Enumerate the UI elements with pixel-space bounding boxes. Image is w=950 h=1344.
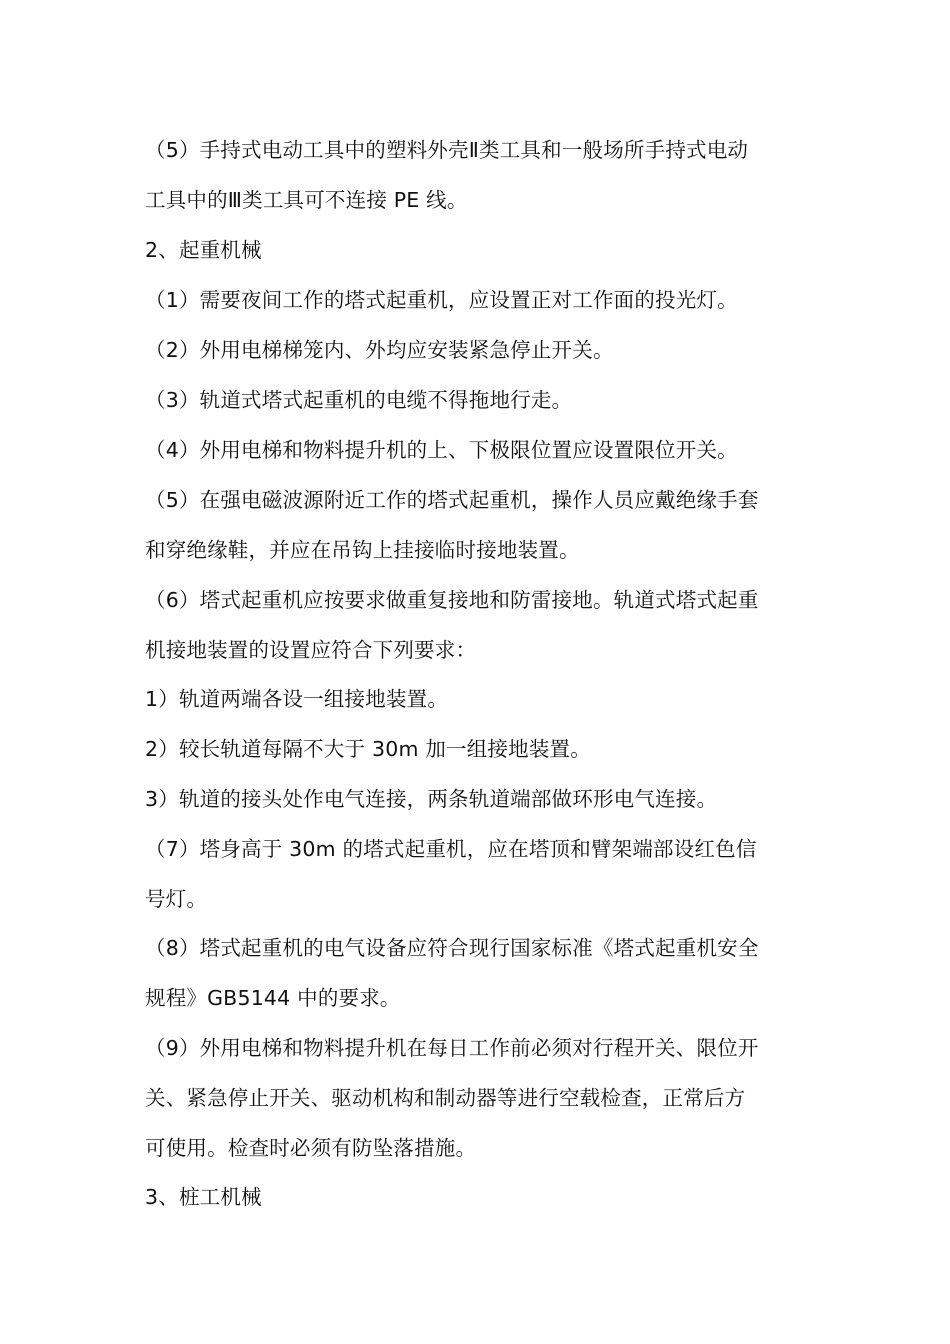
text-line: （7）塔身高于 30m 的塔式起重机，应在塔顶和臂架端部设红色信: [145, 837, 757, 861]
text-line: 1）轨道两端各设一组接地装置。: [145, 687, 449, 711]
text-line: （1）需要夜间工作的塔式起重机，应设置正对工作面的投光灯。: [145, 288, 738, 312]
section-heading: 2、起重机械: [145, 238, 262, 262]
text-line: 可使用。检查时必须有防坠落措施。: [145, 1136, 477, 1160]
text-line: 工具中的Ⅲ类工具可不连接 PE 线。: [145, 188, 468, 212]
text-line: 关、紧急停止开关、驱动机构和制动器等进行空载检查，正常后方: [145, 1086, 746, 1110]
text-line: 机接地装置的设置应符合下列要求：: [145, 638, 477, 662]
text-line: （2）外用电梯梯笼内、外均应安装紧急停止开关。: [145, 338, 614, 362]
text-line: （9）外用电梯和物料提升机在每日工作前必须对行程开关、限位开: [145, 1036, 759, 1060]
text-line: 和穿绝缘鞋，并应在吊钩上挂接临时接地装置。: [145, 538, 580, 562]
text-line: （5）在强电磁波源附近工作的塔式起重机，操作人员应戴绝缘手套: [145, 488, 759, 512]
text-line: 号灯。: [145, 887, 208, 911]
text-line: 2）较长轨道每隔不大于 30m 加一组接地装置。: [145, 737, 591, 761]
text-line: 规程》GB5144 中的要求。: [145, 986, 401, 1010]
text-line: （6）塔式起重机应按要求做重复接地和防雷接地。轨道式塔式起重: [145, 588, 759, 612]
text-line: （3）轨道式塔式起重机的电缆不得拖地行走。: [145, 388, 573, 412]
text-line: （4）外用电梯和物料提升机的上、下极限位置应设置限位开关。: [145, 438, 738, 462]
text-line: 3）轨道的接头处作电气连接，两条轨道端部做环形电气连接。: [145, 787, 718, 811]
text-line: （8）塔式起重机的电气设备应符合现行国家标准《塔式起重机安全: [145, 936, 759, 960]
text-line: （5）手持式电动工具中的塑料外壳Ⅱ类工具和一般场所手持式电动: [145, 138, 749, 162]
section-heading: 3、桩工机械: [145, 1185, 262, 1209]
